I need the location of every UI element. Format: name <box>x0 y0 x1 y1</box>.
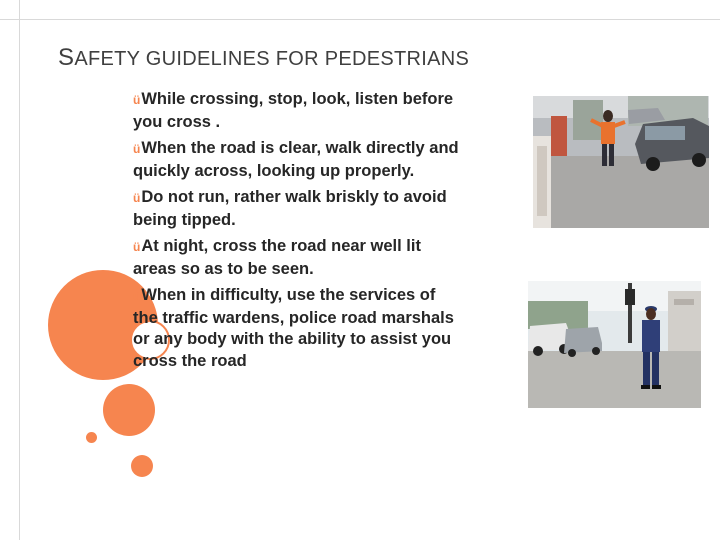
guideline-list <box>133 89 463 377</box>
check-icon: ü <box>133 191 141 205</box>
guideline-text: At night, cross the road near well lit areas so as to be seen. <box>133 237 421 278</box>
guideline-text: When in difficulty, use the services of the traffic wardens, police road marshals or any body with the ability to assist you cross the road <box>133 286 454 370</box>
guideline-item <box>133 236 463 280</box>
slide-title-initial: S <box>58 44 75 71</box>
check-icon: ü <box>133 93 141 107</box>
check-icon: ü <box>133 240 141 254</box>
guideline-text: When the road is clear, walk directly and quickly across, looking up properly. <box>133 139 459 180</box>
guideline-text: While crossing, stop, look, listen before you cross . <box>133 90 454 131</box>
decor-circle-medium <box>103 384 155 436</box>
decor-circle-tiny <box>86 432 97 443</box>
guideline-item <box>133 187 463 231</box>
slide-title <box>58 44 469 72</box>
frame-line-horizontal <box>0 19 720 20</box>
guideline-item <box>133 89 463 133</box>
guideline-text: Do not run, rather walk briskly to avoid being tipped. <box>133 188 447 229</box>
guideline-item <box>133 285 463 372</box>
check-icon: ü <box>133 289 141 303</box>
decor-circle-small <box>131 455 153 477</box>
traffic-warden-photo <box>533 96 709 228</box>
slide-title-rest: AFETY GUIDELINES FOR PEDESTRIANS <box>74 48 470 70</box>
guideline-item <box>133 138 463 182</box>
police-officer-photo <box>528 281 701 408</box>
check-icon: ü <box>133 142 141 156</box>
frame-line-vertical <box>19 0 20 540</box>
